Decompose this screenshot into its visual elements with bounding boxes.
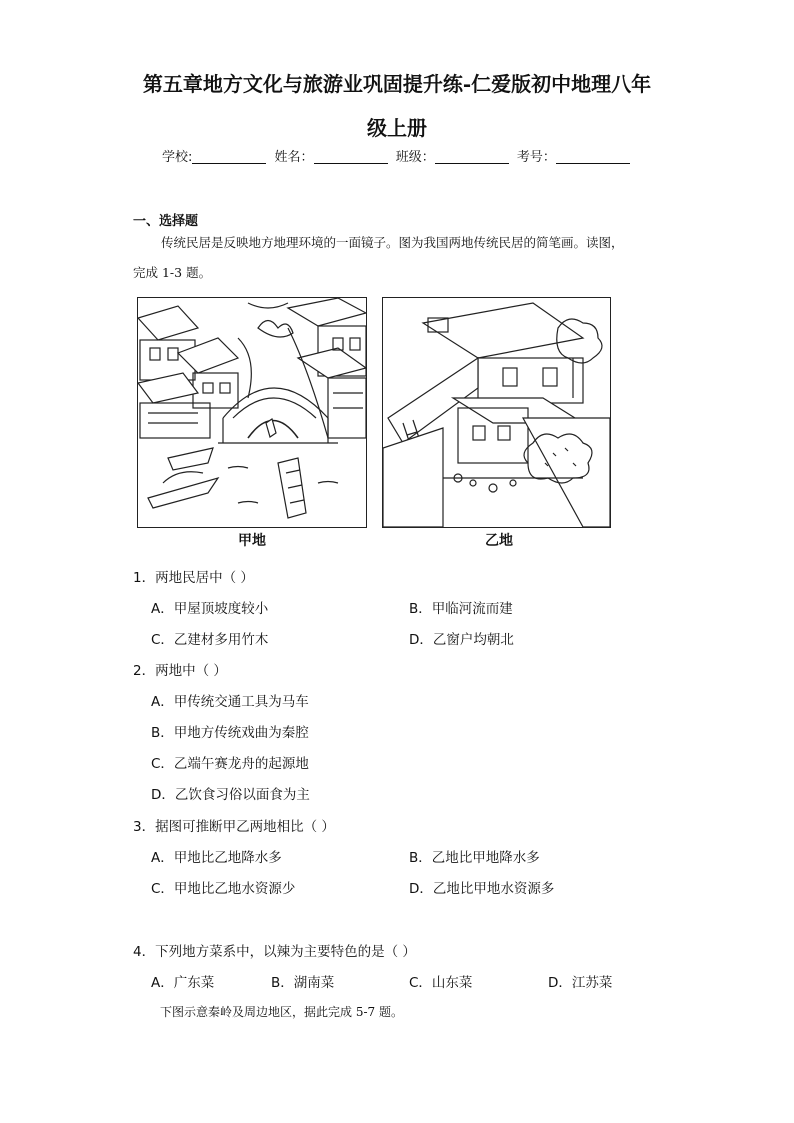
name-blank[interactable] xyxy=(314,149,388,164)
q1-option-d[interactable]: D．乙窗户均朝北 xyxy=(409,632,514,648)
page-title-line2: 级上册 xyxy=(367,116,427,140)
courtyard-house-sketch xyxy=(383,298,610,527)
page-title-line1: 第五章地方文化与旅游业巩固提升练-仁爱版初中地理八年 xyxy=(142,72,652,96)
q4-option-a[interactable]: A．广东菜 xyxy=(151,975,215,991)
number-blank[interactable] xyxy=(556,149,630,164)
q3-option-d[interactable]: D．乙地比甲地水资源多 xyxy=(409,881,555,897)
school-label: 学校: xyxy=(162,150,193,165)
student-info-row xyxy=(162,146,634,165)
q2-option-d[interactable]: D．乙饮食习俗以面食为主 xyxy=(151,787,310,803)
school-blank[interactable] xyxy=(192,149,266,164)
q4-option-d[interactable]: D．江苏菜 xyxy=(548,975,613,991)
q2-option-a[interactable]: A．甲传统交通工具为马车 xyxy=(151,694,309,710)
question-2-stem: 2．两地中（ ） xyxy=(133,663,227,679)
q4-option-c[interactable]: C．山东菜 xyxy=(409,975,473,991)
class-label: 班级： xyxy=(395,150,435,165)
figure-water-town xyxy=(137,297,367,528)
intro-line1: 传统民居是反映地方地理环境的一面镜子。图为我国两地传统民居的简笔画。读图， xyxy=(161,235,624,250)
intro-line2: 完成 1-3 题。 xyxy=(133,265,212,280)
q1-option-b[interactable]: B．甲临河流而建 xyxy=(409,601,513,617)
name-label: 姓名： xyxy=(274,150,314,165)
water-town-sketch xyxy=(138,298,366,527)
figure-caption-a: 甲地 xyxy=(238,533,266,549)
number-label: 考号： xyxy=(516,150,556,165)
class-blank[interactable] xyxy=(435,149,509,164)
next-question-intro: 下图示意秦岭及周边地区，据此完成 5-7 题。 xyxy=(160,1005,403,1019)
q4-option-b[interactable]: B．湖南菜 xyxy=(271,975,335,991)
q3-option-a[interactable]: A．甲地比乙地降水多 xyxy=(151,850,282,866)
section-heading: 一、选择题 xyxy=(133,214,199,229)
figure-courtyard-house xyxy=(382,297,611,528)
question-1-stem: 1．两地民居中（ ） xyxy=(133,570,254,586)
q1-option-a[interactable]: A．甲屋顶坡度较小 xyxy=(151,601,269,617)
q3-option-b[interactable]: B．乙地比甲地降水多 xyxy=(409,850,540,866)
q2-option-c[interactable]: C．乙端午赛龙舟的起源地 xyxy=(151,756,309,772)
q3-option-c[interactable]: C．甲地比乙地水资源少 xyxy=(151,881,296,897)
q2-option-b[interactable]: B．甲地方传统戏曲为秦腔 xyxy=(151,725,309,741)
figure-caption-b: 乙地 xyxy=(485,533,513,549)
question-3-stem: 3．据图可推断甲乙两地相比（ ） xyxy=(133,819,335,835)
question-4-stem: 4．下列地方菜系中，以辣为主要特色的是（ ） xyxy=(133,944,416,960)
q1-option-c[interactable]: C．乙建材多用竹木 xyxy=(151,632,269,648)
